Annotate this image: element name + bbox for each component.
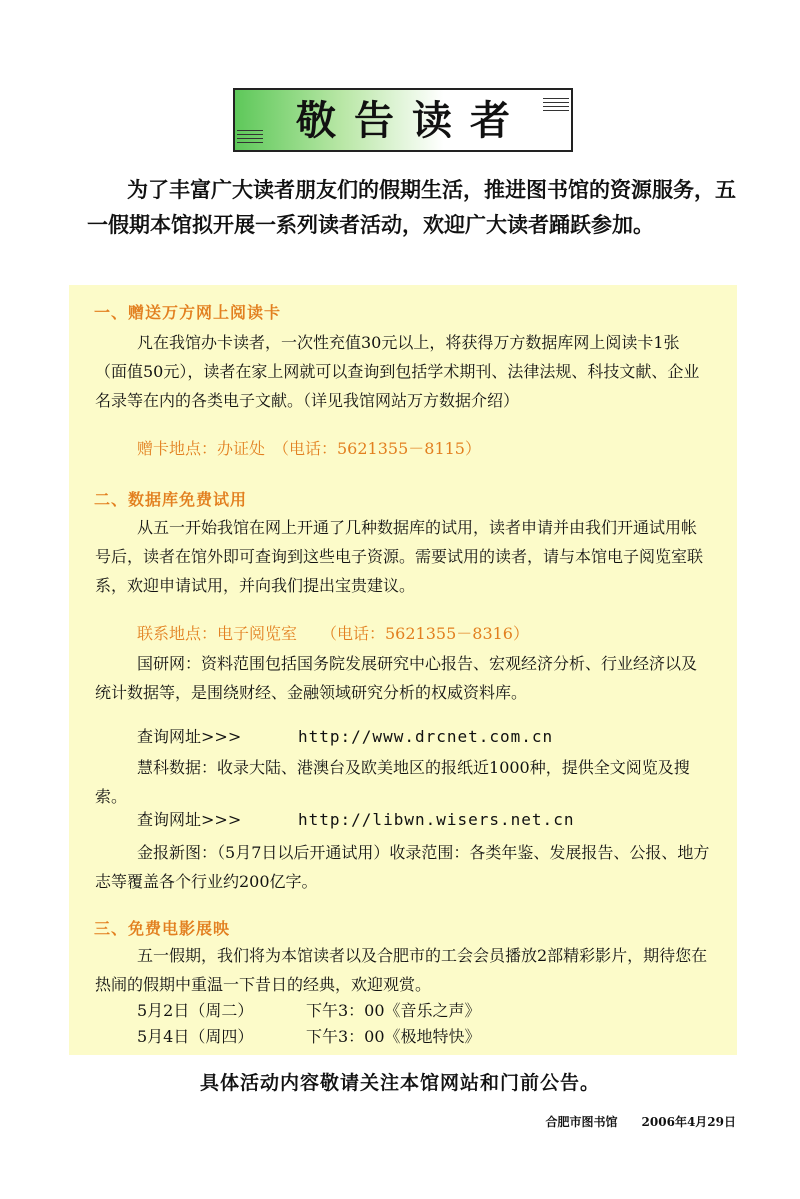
screening-date: 5月2日（周二） <box>137 1001 254 1020</box>
footer-notice: 具体活动内容敬请关注本馆网站和门前公告。 <box>199 1072 600 1094</box>
database-desc: （5月7日以后开通试用）收录范围：各类年鉴、发展报告、公报、地方志等覆盖各个行业约200亿字。 <box>95 843 710 891</box>
url-label: 查询网址>>> <box>137 810 242 829</box>
section-1-body: 凡在我馆办卡读者，一次性充值30元以上，将获得万方数据库网上阅读卡1张（面值50元），读者在家上网就可以查询到包括学术期刊、法律法规、科技文献、企业名录等在内的各类电子文献。（详见我馆网站万方数据介绍） <box>95 333 700 410</box>
intro-paragraph: 为了丰富广大读者朋友们的假期生活，推进图书馆的资源服务，五一假期本馆拟开展一系列读者活动，欢迎广大读者踊跃参加。 <box>87 177 736 237</box>
database-jinbao <box>95 838 710 896</box>
database-wisers <box>95 753 710 811</box>
screening-time: 下午3：00《音乐之声》 <box>306 1001 481 1020</box>
screening-date: 5月4日（周四） <box>137 1027 254 1046</box>
title-banner <box>233 88 573 152</box>
section-2-location: 联系地点：电子阅览室 （电话：5621355－8316） <box>137 624 529 643</box>
database-name: 慧科数据： <box>137 758 218 777</box>
url-link-wisers[interactable]: http://libwn.wisers.net.cn <box>298 810 575 829</box>
database-drcnet <box>95 649 710 707</box>
database-desc: 收录大陆、港澳台及欧美地区的报纸近1000种，提供全文阅览及搜索。 <box>95 758 690 806</box>
section-3-body: 五一假期，我们将为本馆读者以及合肥市的工会会员播放2部精彩影片，期待您在热闹的假期中重温一下昔日的经典，欢迎观赏。 <box>95 946 708 994</box>
signature-org: 合肥市图书馆 <box>545 1115 618 1129</box>
database-desc: 资料范围包括国务院发展研究中心报告、宏观经济分析、行业经济以及统计数据等，是围绕财经、金融领域研究分析的权威资料库。 <box>95 654 698 702</box>
section-1-heading: 一、赠送万方网上阅读卡 <box>94 303 282 322</box>
signature <box>546 1113 736 1130</box>
page-title: 敬告读者 <box>296 97 528 144</box>
url-link-drcnet[interactable]: http://www.drcnet.com.cn <box>298 727 554 746</box>
url-label: 查询网址>>> <box>137 727 242 746</box>
screening-time: 下午3：00《极地特快》 <box>306 1027 481 1046</box>
database-name: 金报新图： <box>137 843 218 862</box>
section-1-location: 赠卡地点：办证处 （电话：5621355－8115） <box>137 439 481 458</box>
section-2-body: 从五一开始我馆在网上开通了几种数据库的试用，读者申请并由我们开通试用帐号后，读者在馆外即可查询到这些电子资源。需要试用的读者，请与本馆电子阅览室联系，欢迎申请试用，并向我们提出宝贵建议。 <box>95 518 704 595</box>
database-name: 国研网： <box>137 654 202 673</box>
section-3-heading: 三、免费电影展映 <box>94 919 231 938</box>
signature-date: 2006年4月29日 <box>641 1115 736 1129</box>
section-2-heading: 二、数据库免费试用 <box>94 490 248 509</box>
